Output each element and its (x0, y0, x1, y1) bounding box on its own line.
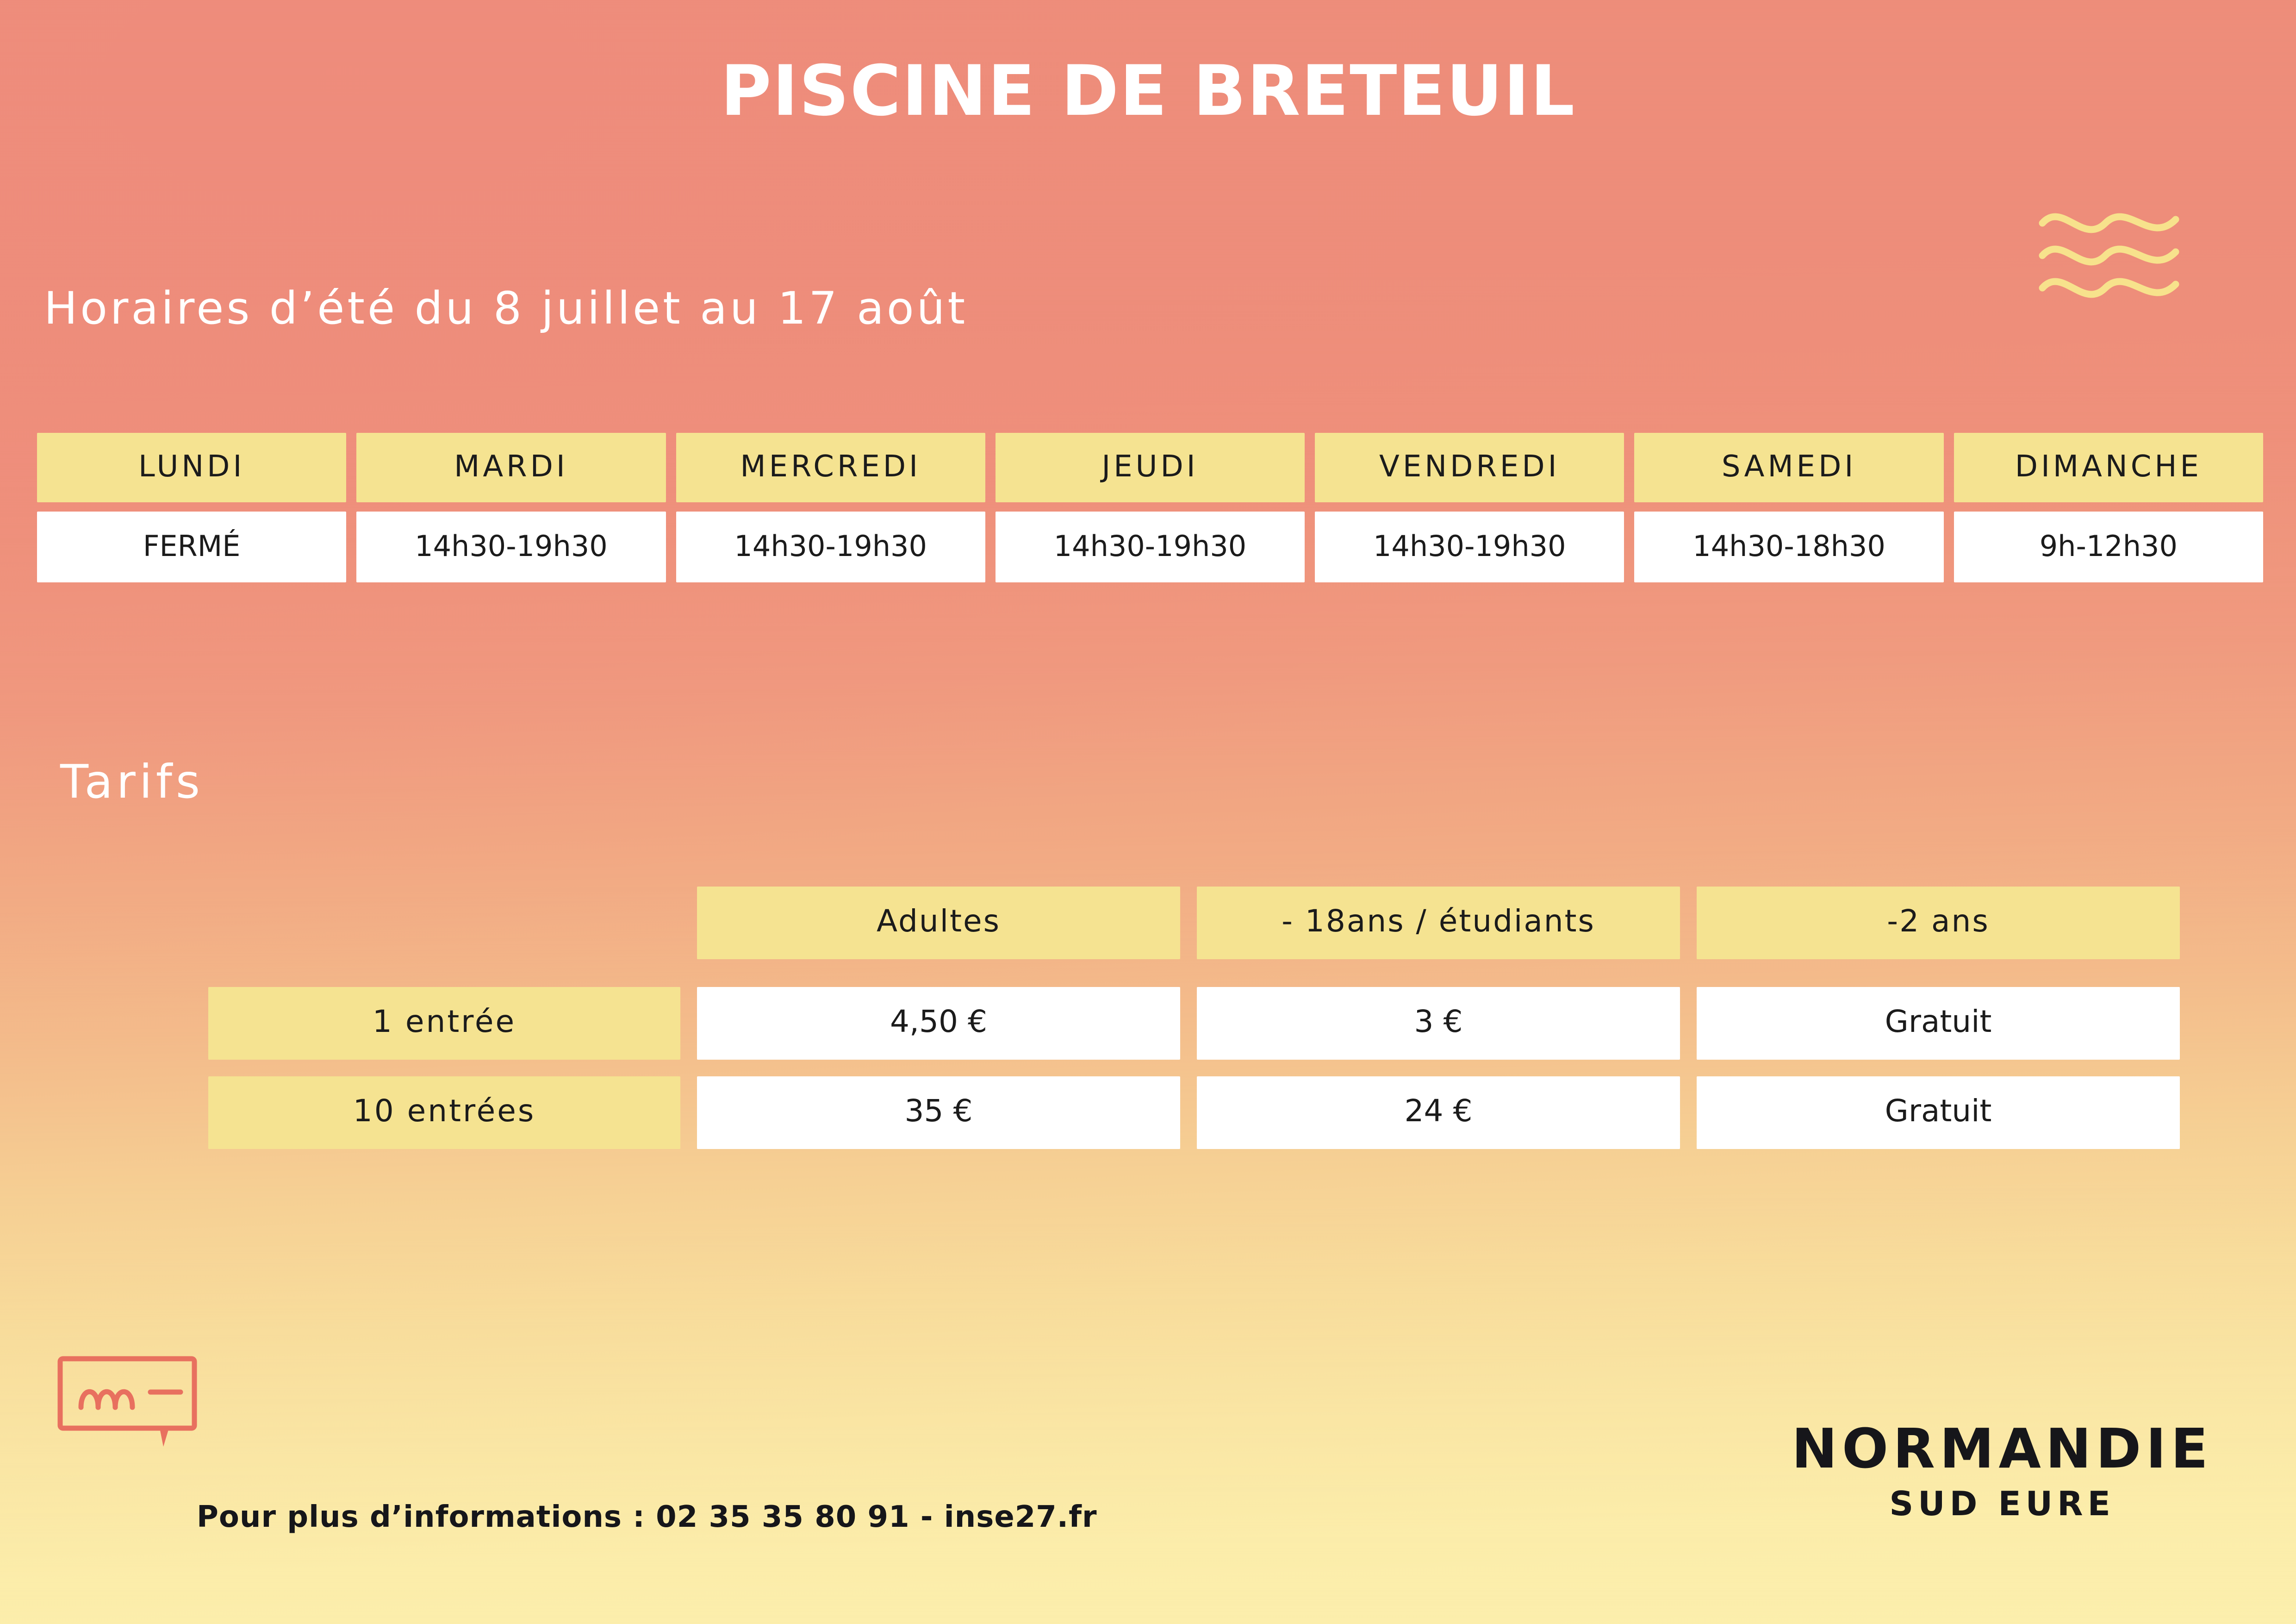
day-column (356, 433, 666, 582)
brand-logo (1792, 1417, 2213, 1523)
day-hours: 14h30-19h30 (356, 512, 666, 582)
prices-corner-spacer (148, 887, 680, 959)
day-column (1315, 433, 1624, 582)
day-header: SAMEDI (1634, 433, 1943, 502)
table-row (148, 987, 2180, 1060)
day-header: JEUDI (996, 433, 1305, 502)
day-column (996, 433, 1305, 582)
speech-bubble-icon (56, 1354, 208, 1474)
day-header: MERCREDI (676, 433, 985, 502)
day-hours: 14h30-19h30 (996, 512, 1305, 582)
day-column (676, 433, 985, 582)
table-row (148, 1076, 2180, 1149)
price-value: Gratuit (1697, 1076, 2180, 1149)
prices-table (148, 887, 2180, 1166)
day-header: LUNDI (37, 433, 346, 502)
day-hours: FERMÉ (37, 512, 346, 582)
schedule-subtitle: Horaires d’été du 8 juillet au 17 août (44, 282, 968, 334)
prices-title: Tarifs (60, 755, 204, 809)
day-column (1634, 433, 1943, 582)
opening-hours-table (37, 433, 2263, 582)
page-title: PISCINE DE BRETEUIL (720, 51, 1576, 131)
price-value: 35 € (697, 1076, 1180, 1149)
day-header: MARDI (356, 433, 666, 502)
day-hours: 14h30-19h30 (1315, 512, 1624, 582)
prices-header-row (148, 887, 2180, 959)
day-hours: 14h30-19h30 (676, 512, 985, 582)
brand-subtitle: SUD EURE (1889, 1484, 2115, 1523)
day-column (37, 433, 346, 582)
day-hours: 9h-12h30 (1954, 512, 2263, 582)
contact-info: Pour plus d’informations : 02 35 35 80 91 - inse27.fr (197, 1500, 1097, 1534)
day-header: VENDREDI (1315, 433, 1624, 502)
price-value: Gratuit (1697, 987, 2180, 1060)
day-header: DIMANCHE (1954, 433, 2263, 502)
price-column-header: - 18ans / étudiants (1197, 887, 1680, 959)
price-column-header: -2 ans (1697, 887, 2180, 959)
price-value: 24 € (1197, 1076, 1680, 1149)
day-column (1954, 433, 2263, 582)
price-value: 4,50 € (697, 987, 1180, 1060)
day-hours: 14h30-18h30 (1634, 512, 1943, 582)
water-waves-icon (2037, 199, 2190, 319)
price-row-label: 1 entrée (208, 987, 680, 1060)
price-row-label: 10 entrées (208, 1076, 680, 1149)
price-value: 3 € (1197, 987, 1680, 1060)
brand-name: NORMANDIE (1792, 1417, 2213, 1480)
price-column-header: Adultes (697, 887, 1180, 959)
